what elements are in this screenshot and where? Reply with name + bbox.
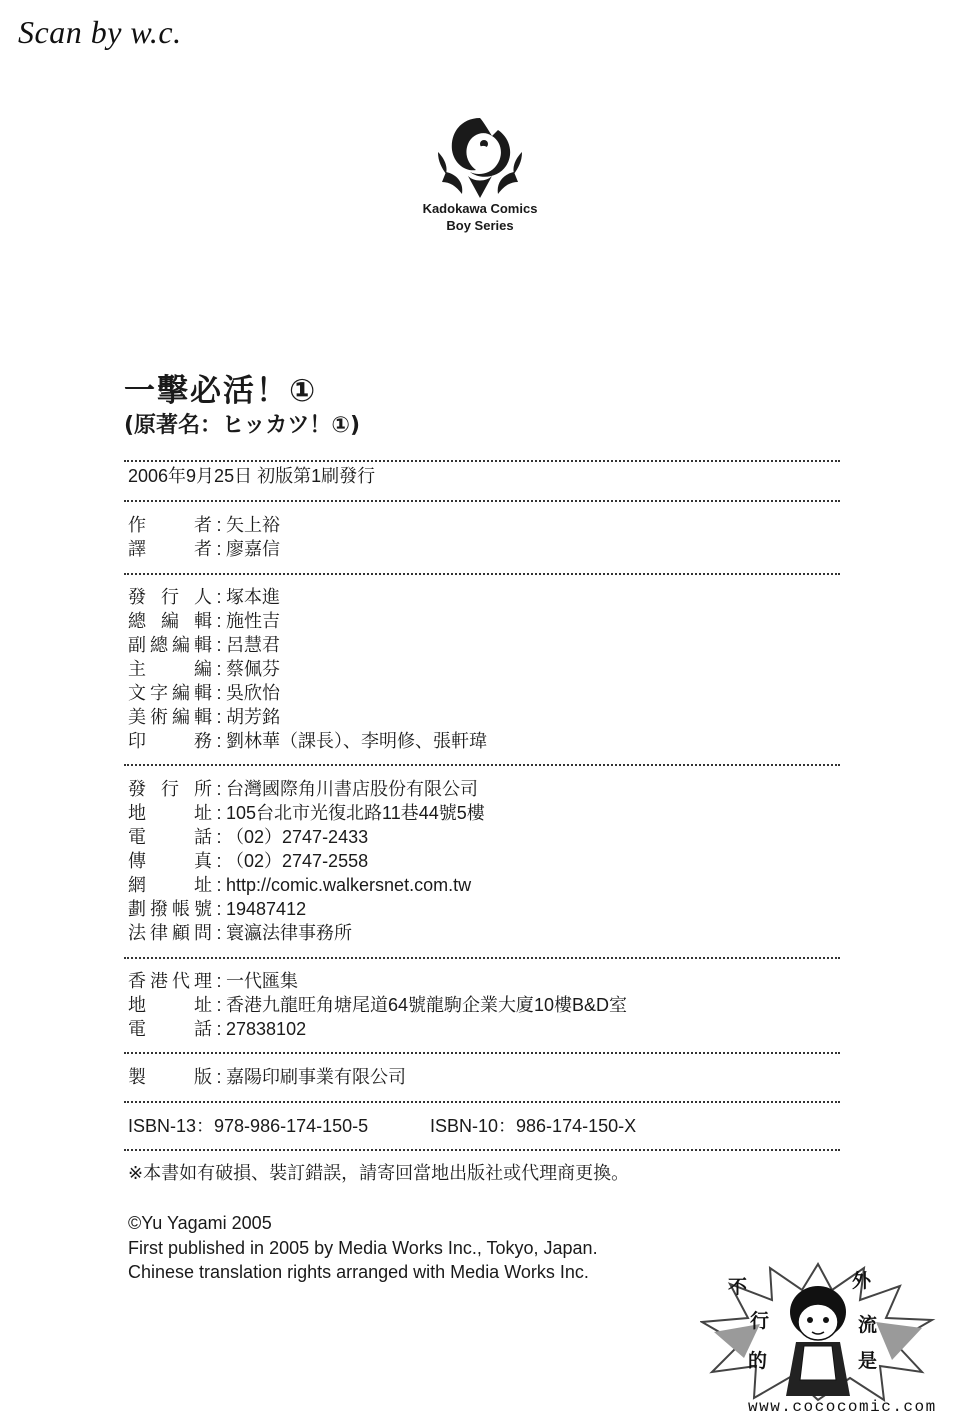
logo-line-2: Boy Series [446,218,514,233]
logo-line-1: Kadokawa Comics [422,201,538,216]
row-value: 蔡佩芬 [226,659,280,679]
first-published-line: First published in 2005 by Media Works Inc., Tokyo, Japan. [128,1238,598,1258]
staff-row: 美術編輯 : 胡芳銘 [128,707,280,727]
row-label: 譯者 [128,539,212,559]
row-value: （02）2747-2433 [226,827,369,847]
staff-row: 副總編輯 : 呂慧君 [128,635,280,655]
row-value: 香港九龍旺角塘尾道64號龍駒企業大廈10樓B&D室 [226,995,628,1015]
kadokawa-logo [390,112,570,234]
isbn-10: ISBN-10：986-174-150-X [430,1116,637,1136]
row-value: 塚本進 [226,587,280,607]
row-value: 台灣國際角川書店股份有限公司 [226,779,478,799]
damage-notice: ※本書如有破損、裝訂錯誤，請寄回當地出版社或代理商更換。 [128,1163,630,1183]
staff-row: 發行人 : 塚本進 [128,587,280,607]
row-label: 香港代理 [128,971,212,991]
row-value: 矢上裕 [226,515,280,535]
divider [124,573,840,575]
mascot-char: 外 [852,1270,872,1292]
mascot-stamp [700,1262,936,1402]
row-label: 發行人 [128,587,212,607]
row-label: 副總編輯 [128,635,212,655]
publisher-row: 電話 : （02）2747-2433 [128,827,369,847]
scan-credit: Scan by w.c. [18,14,182,50]
row-value: 105台北市光復北路11巷44號5樓 [226,803,485,823]
hongkong-row: 香港代理 : 一代匯集 [128,971,298,991]
row-value: 19487412 [226,899,307,919]
row-value: 27838102 [226,1019,307,1039]
row-value: 寰瀛法律事務所 [226,923,352,943]
row-value: 胡芳銘 [226,707,280,727]
mascot-char: 行 [750,1310,770,1332]
mascot-char: 流 [858,1314,878,1336]
hongkong-row: 電話 : 27838102 [128,1019,307,1039]
mascot-char: 的 [748,1350,768,1372]
divider [124,764,840,766]
row-label: 印務 [128,731,212,751]
row-value: 吳欣怡 [226,683,280,703]
site-watermark: www.cococomic.com [748,1398,937,1416]
hongkong-row: 地址 : 香港九龍旺角塘尾道64號龍駒企業大廈10樓B&D室 [128,995,628,1015]
phoenix-emblem-icon [432,112,528,200]
book-title: 一擊必活！① [124,373,318,409]
divider [124,460,840,462]
row-value: 嘉陽印刷事業有限公司 [226,1067,406,1087]
credit-row: 譯者 : 廖嘉信 [128,539,280,559]
row-value: 施性吉 [226,611,280,631]
row-value: 呂慧君 [226,635,280,655]
row-label: 主編 [128,659,212,679]
row-label: 文字編輯 [128,683,212,703]
row-value: 廖嘉信 [226,539,280,559]
staff-row: 印務 : 劉林華（課長）、李明修、張軒瑋 [128,731,487,751]
publisher-row: 法律顧問 : 寰瀛法律事務所 [128,923,352,943]
row-label: 地址 [128,803,212,823]
row-label: 發行所 [128,779,212,799]
printing-row: 製版 : 嘉陽印刷事業有限公司 [128,1067,406,1087]
divider [124,1149,840,1151]
row-label: 電話 [128,1019,212,1039]
copyright-line: ©Yu Yagami 2005 [128,1213,272,1233]
divider [124,1101,840,1103]
row-label: 總編輯 [128,611,212,631]
row-label: 地址 [128,995,212,1015]
publisher-row: 發行所 : 台灣國際角川書店股份有限公司 [128,779,478,799]
row-label: 作者 [128,515,212,535]
publisher-row: 地址 : 105台北市光復北路11巷44號5樓 [128,803,485,823]
staff-row: 總編輯 : 施性吉 [128,611,280,631]
row-label: 法律顧問 [128,923,212,943]
publisher-row: 劃撥帳號 : 19487412 [128,899,307,919]
website-url: http://comic.walkersnet.com.tw [226,875,472,895]
divider [124,500,840,502]
edition-line: 2006年9月25日 初版第1刷發行 [128,466,376,486]
divider [124,1052,840,1054]
publisher-row: 網址 : http://comic.walkersnet.com.tw [128,875,472,895]
publisher-row: 傳真 : （02）2747-2558 [128,851,369,871]
staff-row: 文字編輯 : 吳欣怡 [128,683,280,703]
row-value: （02）2747-2558 [226,851,369,871]
isbn-13: ISBN-13：978-986-174-150-5 [128,1116,369,1136]
row-label: 網址 [128,875,212,895]
row-label: 劃撥帳號 [128,899,212,919]
staff-row: 主編 : 蔡佩芬 [128,659,280,679]
divider [124,957,840,959]
mascot-char: 是 [858,1350,878,1372]
row-label: 製版 [128,1067,212,1087]
row-label: 美術編輯 [128,707,212,727]
row-label: 電話 [128,827,212,847]
row-value: 劉林華（課長）、李明修、張軒瑋 [226,731,487,751]
original-title: (原著名：ヒッカツ！①) [124,413,361,438]
row-label: 傳真 [128,851,212,871]
translation-rights-line: Chinese translation rights arranged with Media Works Inc. [128,1262,589,1282]
mascot-char: 不 [728,1276,748,1298]
credit-row: 作者 : 矢上裕 [128,515,280,535]
row-value: 一代匯集 [226,971,298,991]
